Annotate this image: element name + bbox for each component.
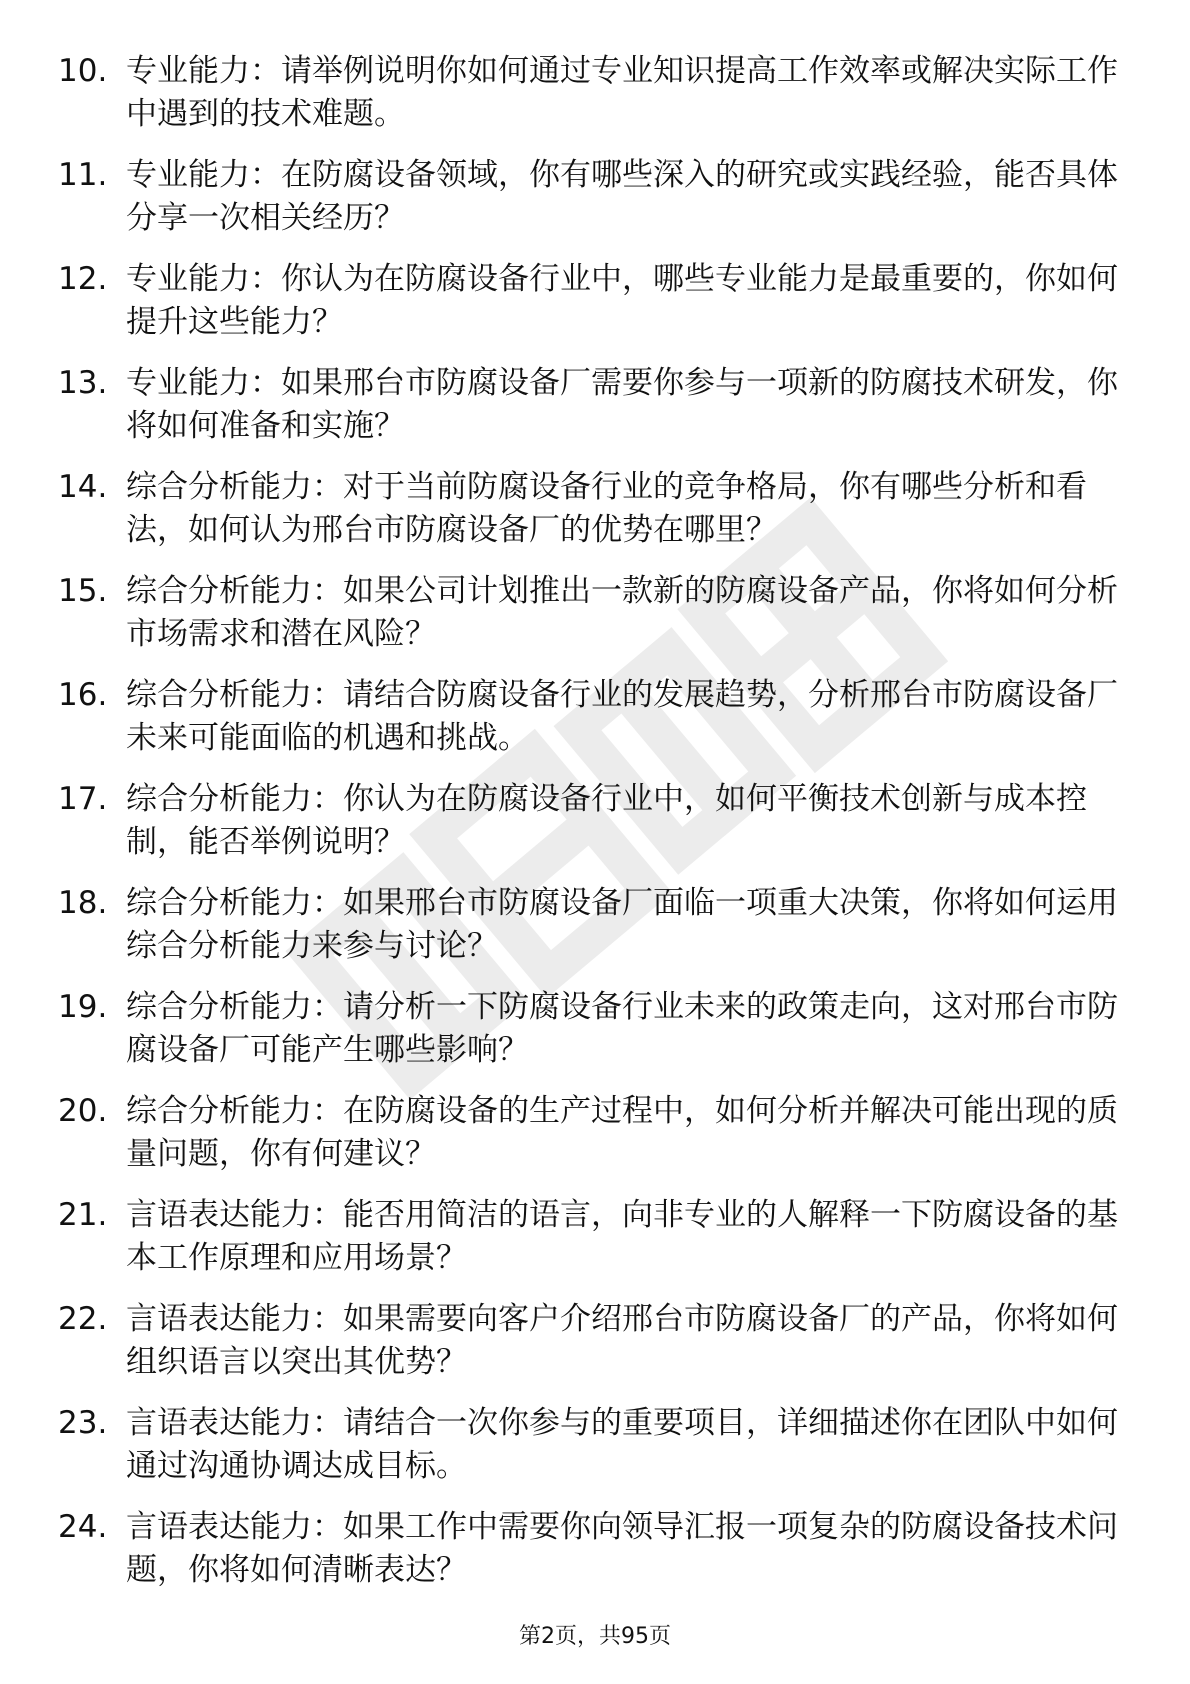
question-text: 专业能力：在防腐设备领域，你有哪些深入的研究或实践经验，能否具体分享一次相关经历？ <box>126 157 1118 236</box>
question-item <box>58 778 1118 882</box>
question-number: 21. <box>58 1197 108 1233</box>
question-text: 综合分析能力：请结合防腐设备行业的发展趋势，分析邢台市防腐设备厂未来可能面临的机遇和挑战。 <box>126 677 1118 756</box>
question-number: 22. <box>58 1301 108 1337</box>
question-text: 综合分析能力：你认为在防腐设备行业中，如何平衡技术创新与成本控制，能否举例说明？ <box>126 781 1087 860</box>
question-item <box>58 1090 1118 1194</box>
question-text: 言语表达能力：能否用简洁的语言，向非专业的人解释一下防腐设备的基本工作原理和应用场景？ <box>126 1197 1118 1276</box>
question-text: 专业能力：你认为在防腐设备行业中，哪些专业能力是最重要的，你如何提升这些能力？ <box>126 261 1118 340</box>
page-footer <box>0 1622 1190 1652</box>
question-number: 23. <box>58 1405 108 1441</box>
question-text: 综合分析能力：如果公司计划推出一款新的防腐设备产品，你将如何分析市场需求和潜在风险？ <box>126 573 1118 652</box>
question-item <box>58 154 1118 258</box>
question-number: 11. <box>58 157 108 193</box>
question-item <box>58 50 1118 154</box>
question-number: 18. <box>58 885 108 921</box>
question-text: 言语表达能力：请结合一次你参与的重要项目，详细描述你在团队中如何通过沟通协调达成目标。 <box>126 1405 1118 1484</box>
question-number: 24. <box>58 1509 108 1545</box>
question-number: 20. <box>58 1093 108 1129</box>
question-item <box>58 986 1118 1090</box>
question-item <box>58 1298 1118 1402</box>
question-text: 言语表达能力：如果工作中需要你向领导汇报一项复杂的防腐设备技术问题，你将如何清晰表达？ <box>126 1509 1118 1588</box>
question-text: 综合分析能力：如果邢台市防腐设备厂面临一项重大决策，你将如何运用综合分析能力来参与讨论？ <box>126 885 1118 964</box>
question-text: 专业能力：请举例说明你如何通过专业知识提高工作效率或解决实际工作中遇到的技术难题。 <box>126 53 1118 132</box>
question-item <box>58 1402 1118 1506</box>
page-number-label: 第2页，共95页 <box>519 1624 671 1649</box>
question-text: 综合分析能力：对于当前防腐设备行业的竞争格局，你有哪些分析和看法，如何认为邢台市防腐设备厂的优势在哪里？ <box>126 469 1087 548</box>
question-item <box>58 570 1118 674</box>
question-number: 13. <box>58 365 108 401</box>
question-text: 言语表达能力：如果需要向客户介绍邢台市防腐设备厂的产品，你将如何组织语言以突出其优势？ <box>126 1301 1118 1380</box>
question-item <box>58 258 1118 362</box>
question-number: 14. <box>58 469 108 505</box>
question-item <box>58 1506 1118 1610</box>
question-item <box>58 882 1118 986</box>
question-number: 19. <box>58 989 108 1025</box>
question-number: 10. <box>58 53 108 89</box>
question-text: 综合分析能力：请分析一下防腐设备行业未来的政策走向，这对邢台市防腐设备厂可能产生哪些影响？ <box>126 989 1118 1068</box>
question-number: 17. <box>58 781 108 817</box>
question-number: 15. <box>58 573 108 609</box>
question-list <box>58 50 1118 1610</box>
question-text: 综合分析能力：在防腐设备的生产过程中，如何分析并解决可能出现的质量问题，你有何建议？ <box>126 1093 1118 1172</box>
question-item <box>58 362 1118 466</box>
question-number: 12. <box>58 261 108 297</box>
question-item <box>58 1194 1118 1298</box>
question-item <box>58 674 1118 778</box>
question-text: 专业能力：如果邢台市防腐设备厂需要你参与一项新的防腐技术研发，你将如何准备和实施？ <box>126 365 1118 444</box>
question-number: 16. <box>58 677 108 713</box>
question-item <box>58 466 1118 570</box>
